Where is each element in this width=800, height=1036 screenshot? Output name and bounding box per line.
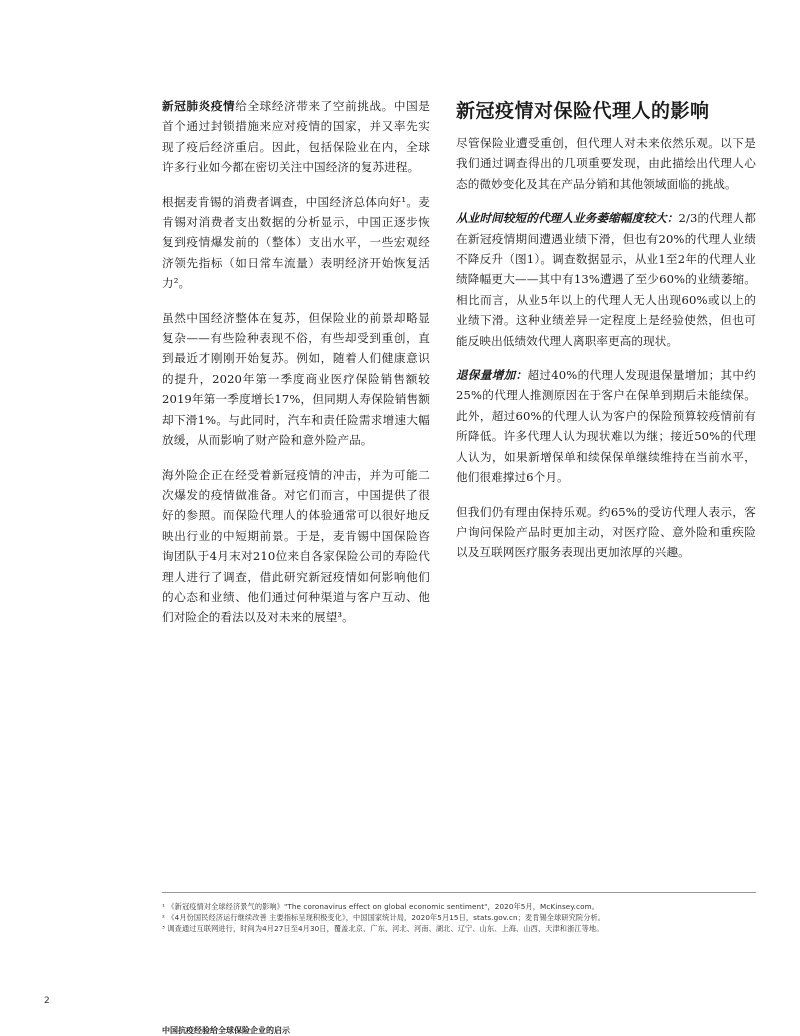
intro-lead: 新冠肺炎疫情	[162, 99, 236, 113]
running-footer: 中国抗疫经验给全球保险企业的启示	[162, 1025, 290, 1035]
survey-method-paragraph: 海外险企正在经受着新冠疫情的冲击，并为可能二次爆发的疫情做准备。对它们而言，中国提供了很好的参照。而保险代理人的体验通常可以很好地反映出行业的中短期前景。于是，麦肯锡中国保险咨询团队于4月末对210位来自各家保险公司的寿险代理人进行了调查，借此研究新冠疫情如何影响他们的心态和业绩、他们通过何种渠道与客户互动、他们对险企的看法以及对未来的展望³。	[162, 467, 430, 625]
right-column	[456, 96, 756, 577]
finding-surrender-text: 超过40%的代理人发现退保量增加；其中约25%的代理人推测原因在于客户在保单到期后未能续保。此外，超过60%的代理人认为客户的保险预算较疫情前有所降低。许多代理人认为现状难以为继；接近50%的代理人认为，如果新增保单和续保保单继续维持在当前水平，他们很难撑过6个月。	[456, 368, 756, 485]
finding-short-tenure-text: 2/3的代理人都在新冠疫情期间遭遇业绩下滑，但也有20%的代理人业绩不降反升（图1）。调查数据显示，从业1至2年的代理人业绩降幅更大——其中有13%遭遇了至少60%的业绩萎缩。相比而言，从业5年以上的代理人无人出现60%或以上的业绩下滑。这种业绩差异一定程度上是经验使然，但也可能反映出低绩效代理人离职率更高的现状。	[456, 211, 756, 348]
section-heading: 新冠疫情对保险代理人的影响	[456, 100, 710, 122]
findings-intro-paragraph: 尽管保险业遭受重创，但代理人对未来依然乐观。以下是我们通过调查得出的几项重要发现，由此描绘出代理人心态的微妙变化及其在产品分销和其他领域面临的挑战。	[456, 136, 756, 191]
footnote-3: ³ 调查通过互联网进行，时间为4月27日至4月30日，覆盖北京、广东、河北、河南、湖北、辽宁、山东、上海、山西、天津和浙江等地。	[162, 924, 604, 933]
insurance-outlook-paragraph: 虽然中国经济整体在复苏，但保险业的前景却略显复杂——有些险种表现不俗，有些却受到重创，直到最近才刚刚开始复苏。例如，随着人们健康意识的提升，2020年第一季度商业医疗保险销售额较2019年第一季度增长17%，但同期人寿保险销售额却下滑1%。与此同时，汽车和责任险需求增速大幅放缓，从而影响了财产险和意外险产品。	[162, 310, 430, 448]
finding-short-tenure-lead: 从业时间较短的代理人业务萎缩幅度较大：	[456, 211, 679, 226]
footnote-2: ² 《4月份国民经济运行继续改善 主要指标呈现积极变化》，中国国家统计局，2020年5月15日，stats.gov.cn；麦肯锡全球研究院分析。	[162, 913, 606, 922]
finding-surrender-lead: 退保量增加：	[456, 368, 528, 383]
consumer-survey-paragraph: 根据麦肯锡的消费者调查，中国经济总体向好¹。麦肯锡对消费者支出数据的分析显示，中国正逐步恢复到疫情爆发前的（整体）支出水平，一些宏观经济领先指标（如日常车流量）表明经济开始恢复活力²。	[162, 194, 430, 291]
left-column	[162, 96, 430, 642]
page-number: 2	[44, 996, 50, 1006]
footnotes	[162, 892, 756, 934]
intro-paragraph	[162, 96, 430, 178]
finding-short-tenure	[456, 208, 756, 351]
optimism-paragraph: 但我们仍有理由保持乐观。约65%的受访代理人表示，客户询问保险产品时更加主动，对医疗险、意外险和重疾险以及互联网医疗服务表现出更加浓厚的兴趣。	[456, 504, 756, 560]
finding-surrender	[456, 365, 756, 487]
footnote-1: ¹ 《新冠疫情对全球经济景气的影响》"The coronavirus effect on global economic sentiment"，2020年5月，McKinsey.com。	[162, 902, 599, 911]
intro-text: 给全球经济带来了空前挑战。中国是首个通过封锁措施来应对疫情的国家，并又率先实现了疫后经济重启。因此，包括保险业在内，全球许多行业如今都在密切关注中国经济的复苏进程。	[162, 99, 430, 175]
